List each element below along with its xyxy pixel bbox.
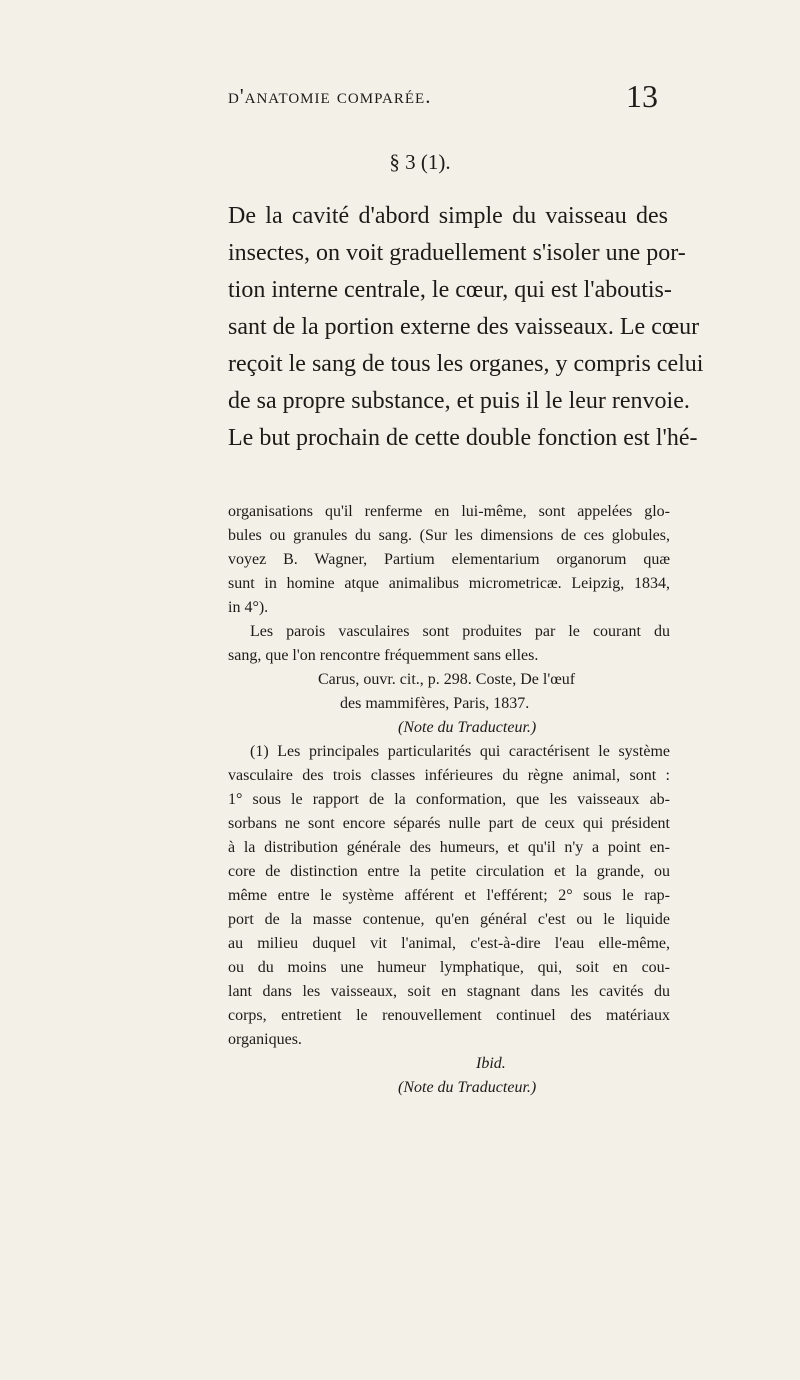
note-line: sunt in homine atque animalibus micrometricæ. Leipzig, 1834, (228, 575, 670, 592)
running-head-title: d'anatomie comparée. (228, 84, 432, 108)
note-line: core de distinction entre la petite circulation et la grande, ou (228, 863, 670, 880)
footnote-vessel-walls (228, 620, 670, 740)
note-line: port de la masse contenue, qu'en général c'est ou le liquide (228, 911, 670, 928)
running-head (228, 78, 658, 114)
translator-note-signature: (Note du Traducteur.) (398, 719, 537, 736)
ibid: Ibid. (476, 1055, 506, 1072)
note-line: Les parois vasculaires sont produites par le courant du (250, 623, 670, 640)
main-paragraph (228, 198, 704, 457)
note-line: vasculaire des trois classes inférieures du règne animal, sont : (228, 767, 670, 784)
section-heading: § 3 (1). (389, 150, 451, 174)
footnote-continuation (228, 500, 670, 620)
note-line: (1) Les principales particularités qui caractérisent le système (250, 743, 670, 760)
main-line: sant de la portion externe des vaisseaux. Le cœur (228, 314, 700, 340)
note-line: organiques. (228, 1031, 302, 1048)
note-line: à la distribution générale des humeurs, et qu'il n'y a point en- (228, 839, 670, 856)
note-line: même entre le système afférent et l'efférent; 2° sous le rap- (228, 887, 670, 904)
note-line: lant dans les vaisseaux, soit en stagnant dans les cavités du (228, 983, 670, 1000)
translator-note-signature: (Note du Traducteur.) (398, 1079, 537, 1096)
main-line: tion interne centrale, le cœur, qui est l'aboutis- (228, 277, 672, 303)
note-line: 1° sous le rapport de la conformation, que les vaisseaux ab- (228, 791, 670, 808)
note-line: ou du moins une humeur lymphatique, qui, soit en cou- (228, 959, 670, 976)
note-line: voyez B. Wagner, Partium elementarium organorum quæ (228, 551, 670, 568)
main-line: De la cavité d'abord simple du vaisseau des (228, 203, 668, 229)
note-line: in 4°). (228, 599, 269, 616)
note-line: sorbans ne sont encore séparés nulle part de ceux qui président (228, 815, 670, 832)
note-reference: Carus, ouvr. cit., p. 298. Coste, De l'œuf (318, 671, 576, 688)
main-line: Le but prochain de cette double fonction est l'hé- (228, 425, 698, 451)
footnotes (228, 500, 670, 1100)
main-line: reçoit le sang de tous les organes, y compris celui (228, 351, 704, 377)
note-line: au milieu duquel vit l'animal, c'est-à-dire l'eau elle-même, (228, 935, 670, 952)
main-line: de sa propre substance, et puis il le leur renvoie. (228, 388, 690, 414)
page-number: 13 (626, 78, 658, 114)
note-line: corps, entretient le renouvellement continuel des matériaux (228, 1007, 670, 1024)
note-line: bules ou granules du sang. (Sur les dimensions de ces globules, (228, 527, 670, 544)
note-reference: des mammifères, Paris, 1837. (340, 695, 530, 712)
note-line: sang, que l'on rencontre fréquemment sans elles. (228, 647, 539, 664)
main-line: insectes, on voit graduellement s'isoler une por- (228, 240, 686, 266)
note-line: organisations qu'il renferme en lui-même, sont appelées glo- (228, 503, 670, 520)
footnote-1 (228, 740, 670, 1100)
